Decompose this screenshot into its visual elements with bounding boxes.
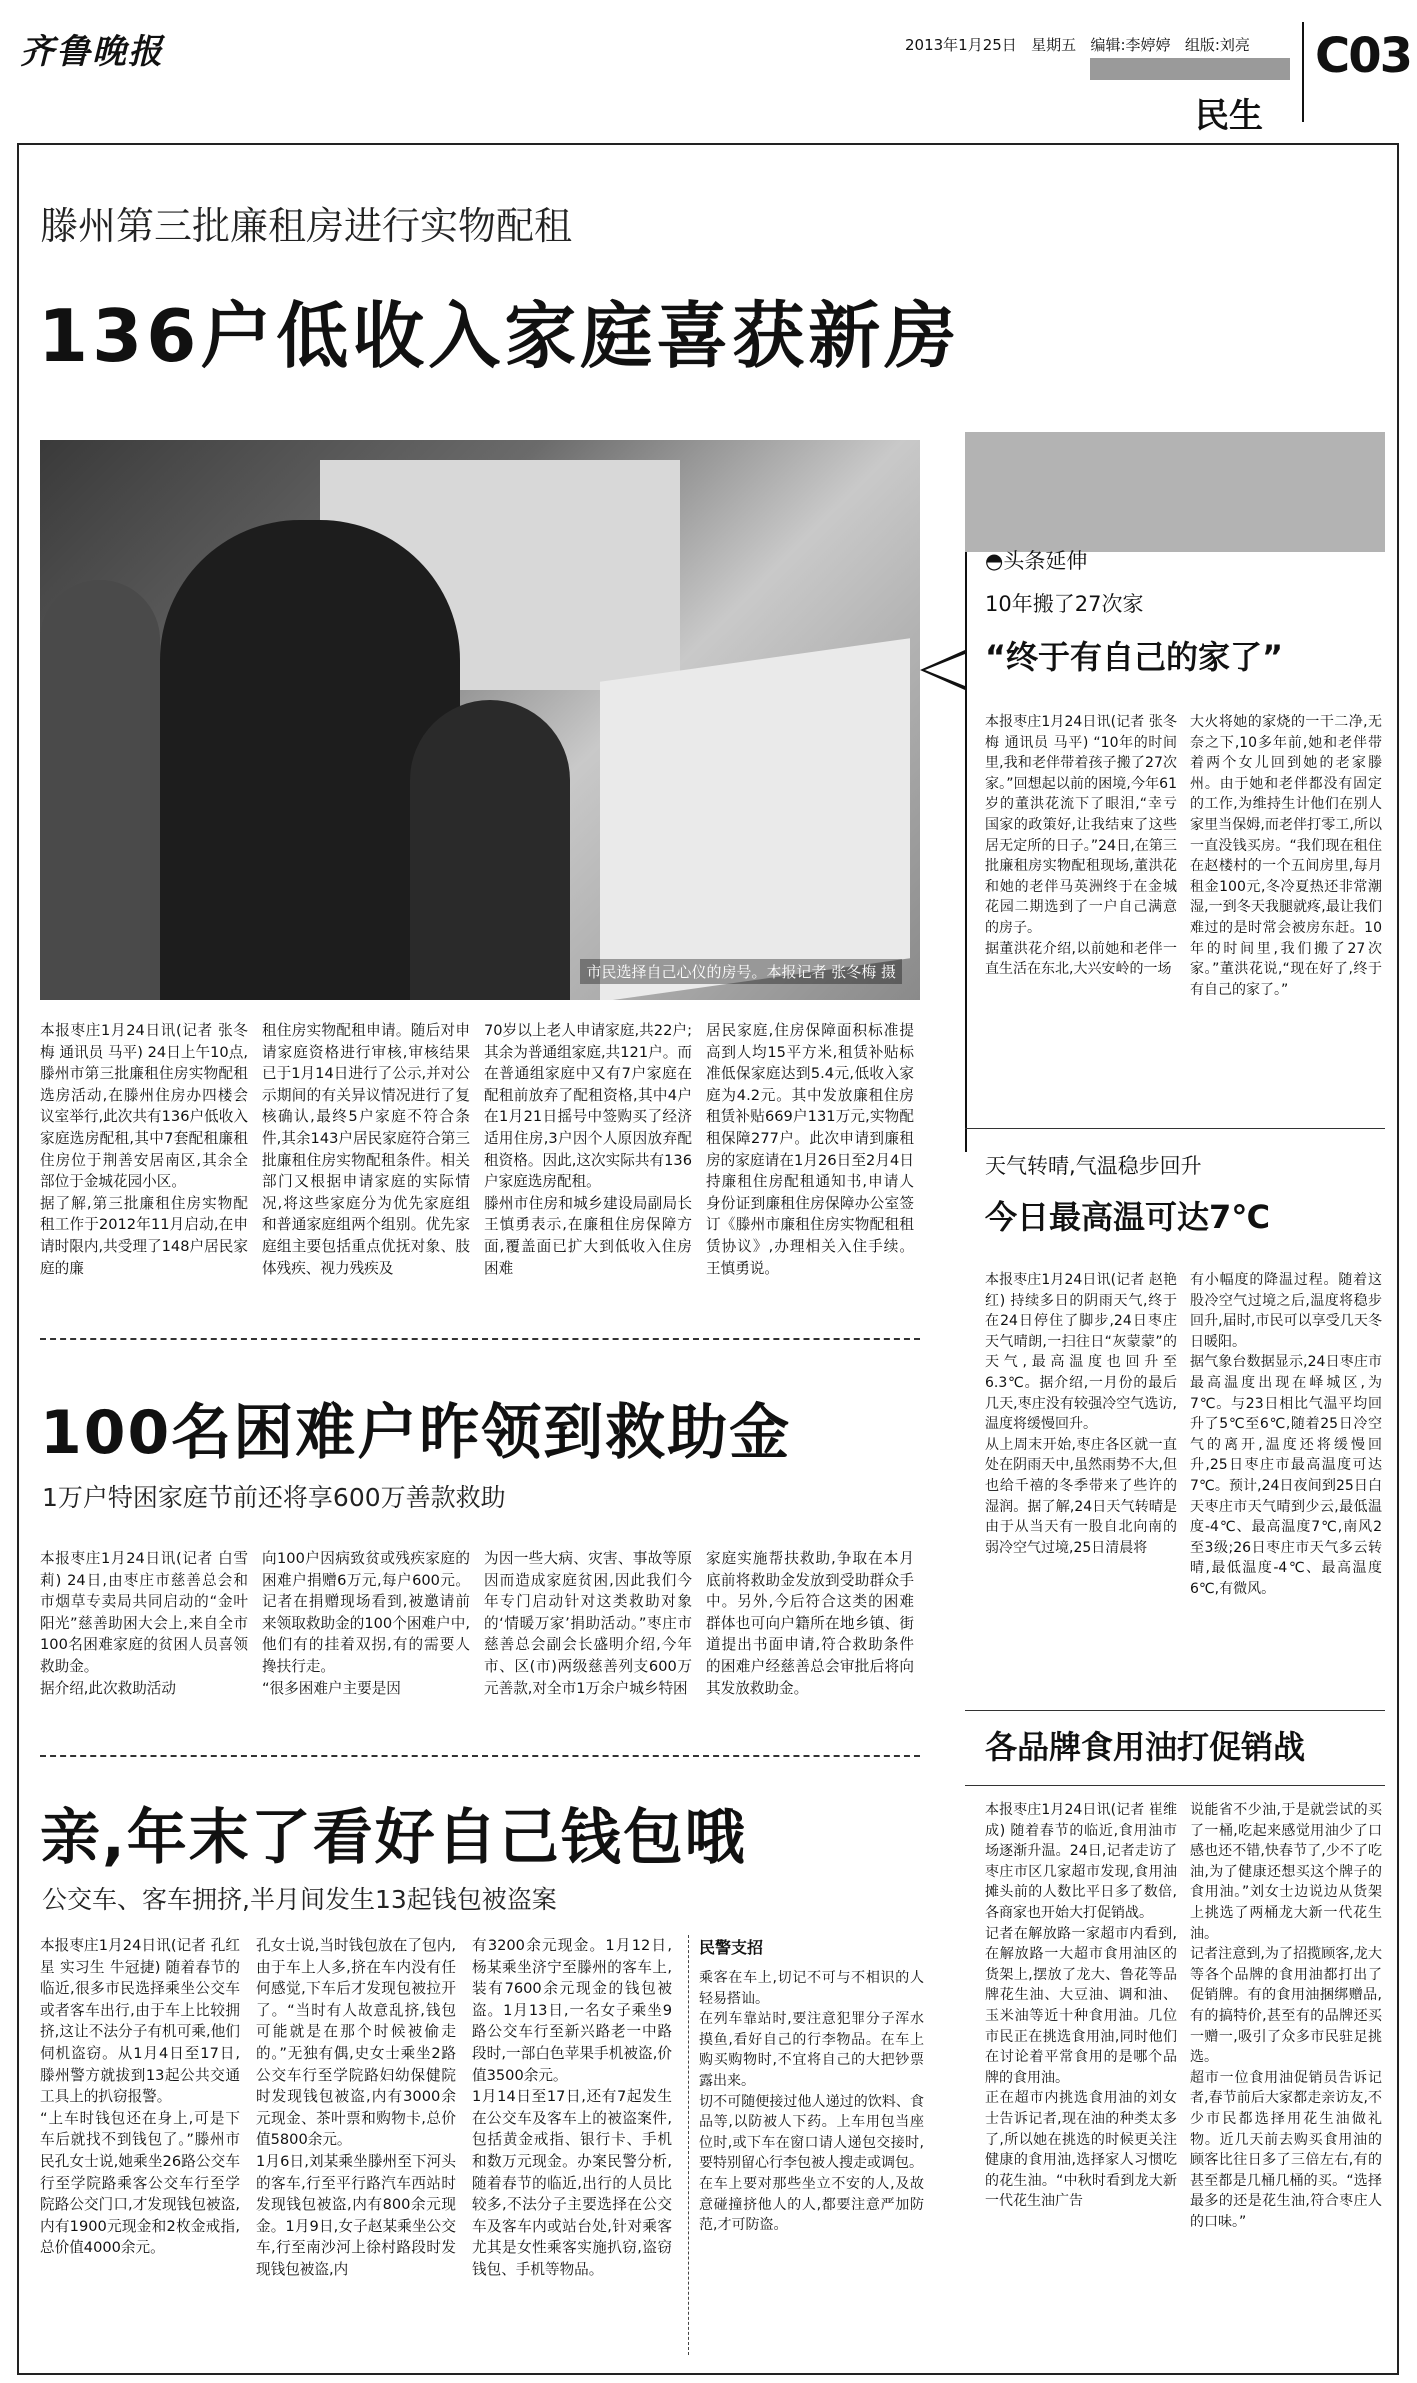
aid-column-3: 为因一些大病、灾害、事故等原因而造成家庭贫困,因此我们今年专门启动针对这类救助对象的‘情暖万家’捐助活动。”枣庄市慈善总会副会长盛明介绍,今年市、区(市)两级慈善列支600万元善款,对全市1万余户城乡特困: [484, 1550, 692, 1697]
weather-kicker: 天气转晴,气温稳步回升: [985, 1154, 1202, 1178]
photo-person-left: [40, 580, 160, 1000]
lead-column-4: 居民家庭,住房保障面积标准提高到人均15平方米,租赁补贴标准低保家庭达到5.4元,低收入家庭为4.2元。其中发放廉租住房租赁补贴669户131万元,实物配租保障277户。此次申请到廉租房的家庭请在1月26日至2月4日持廉租住房配租通知书,申请人身份证到廉租住房保障办公室签订《滕州市廉租住房实物配租租赁协议》,办理相关入住手续。王慎勇说。: [706, 1022, 914, 1277]
aid-headline: 100名困难户昨领到救助金: [40, 1398, 792, 1468]
weather-title: 今日最高温可达7℃: [985, 1198, 1271, 1236]
tips-title: 民警支招: [699, 1938, 764, 1957]
theft-column-2: 孔女士说,当时钱包放在了包内,由于车上人多,挤在车内没有任何感觉,下车后才发现包被拉开了。“当时有人故意乱挤,钱包可能就是在那个时候被偷走的。”无独有偶,史女士乘坐2路公交车行至学院路妇幼保健院时发现钱包被盗,内有3000余元现金、茶叶票和购物卡,总价值5800余元。 1月6日,刘某乘坐滕州至下河头的客车,行至平行路汽车西站时发现钱包被盗,内有800余元现金。1月9日,女子赵某乘坐公交车,行至南沙河上徐村路段时发现钱包被盗,内: [256, 1937, 456, 2278]
weather-column-1: 本报枣庄1月24日讯(记者 赵艳红) 持续多日的阴雨天气,终于在24日停住了脚步,24日枣庄天气晴朗,一扫往日“灰蒙蒙”的天气,最高温度也回升至6.3℃。据介绍,一月份的最后几天,枣庄没有较强冷空气选访,温度将缓慢回升。 从上周末开始,枣庄各区就一直处在阴雨天中,虽然雨势不大,但也给千禧的冬季带来了些许的湿润。据了解,24日天气转晴是由于从当天有一股自北向南的弱冷空气过境,25日清晨将: [985, 1272, 1177, 1556]
aid-column-4: 家庭实施帮扶救助,争取在本月底前将救助金发放到受助群众手中。另外,今后符合这类的困难群体也可向户籍所在地乡镇、街道提出书面申请,符合救助条件的困难户经慈善总会审批后将向其发放救助金。: [706, 1550, 914, 1697]
layout-credit: 组版:刘亮: [1184, 36, 1250, 54]
masthead-bar: [1090, 58, 1290, 80]
oil-column-2: 说能省不少油,于是就尝试的买了一桶,吃起来感觉用油少了口感也还不错,快春节了,少不了吃油,为了健康还想买这个牌子的食用油。”刘女士边说边从货架上挑选了两桶龙大新一代花生油。 记者注意到,为了招揽顾客,龙大等各个品牌的食用油都打出了促销牌。有的食用油捆绑赠品,有的搞特价,甚至有的品牌还买一赠一,吸引了众多市民驻足挑选。 超市一位食用油促销员告诉记者,春节前后大家都走亲访友,不少市民都选择用花生油做礼物。近几天前去购买食用油的顾客比往日多了三倍左右,有的甚至都是几桶几桶的买。“选择最多的还是花生油,符合枣庄人的口味。”: [1190, 1802, 1382, 2230]
theft-headline: 亲,年末了看好自己钱包哦: [40, 1803, 747, 1873]
editor-credit: 编辑:李婷婷: [1090, 36, 1171, 54]
masthead-meta: [905, 34, 1250, 55]
side-pointer-inner: [925, 654, 965, 686]
side-header-band: [965, 432, 1385, 552]
page-code: C03: [1315, 28, 1412, 84]
lead-headline: 136户低收入家庭喜获新房: [38, 294, 961, 378]
lead-divider: [40, 1338, 920, 1340]
issue-date: 2013年1月25日: [905, 36, 1017, 54]
lead-column-2: 租住房实物配租申请。随后对申请家庭资格进行审核,审核结果已于1月14日进行了公示,并对公示期间的有关异议情况进行了复核确认,最终5户家庭不符合条件,其余143户居民家庭符合第三批廉租住房实物配租条件。相关部门又根据申请家庭的实际情况,将这些家庭分为优先家庭组和普通家庭组两个组别。优先家庭组主要包括重点优抚对象、肢体残疾、视力残疾及: [262, 1022, 470, 1277]
photo-room-board: [600, 638, 910, 1000]
side-column-2: 大火将她的家烧的一干二净,无奈之下,10多年前,她和老伴带着两个女儿回到她的老家滕州。由于她和老伴都没有固定的工作,为维持生计他们在别人家里当保姆,而老伴打零工,所以一直没钱买房。“我们现在租住在赵楼村的一个五间房里,每月租金100元,冬冷夏热还非常潮湿,一到冬天我腿就疼,最让我们难过的是时常会被房东赶。10年的时间里,我们搬了27次家。”董洪花说,“现在好了,终于有自己的家了。”: [1190, 714, 1382, 998]
aid-subheadline: 1万户特困家庭节前还将享600万善款救助: [42, 1483, 506, 1512]
theft-column-3: 有3200余元现金。1月12日,杨某乘坐济宁至滕州的客车上,装有7600余元现金的钱包被盗。1月13日,一名女子乘坐9路公交车行至新兴路老一中路段时,一部白色苹果手机被盗,价值3500余元。 1月14日至17日,还有7起发生在公交车及客车上的被盗案件,包括黄金戒指、银行卡、手机和数万元现金。办案民警分析,随着春节的临近,出行的人员比较多,不法分子主要选择在公交车及客车内或站台处,针对乘客尤其是女性乘客实施扒窃,盗窃钱包、手机等物品。: [472, 1937, 672, 2278]
side-title: “终于有自己的家了”: [985, 638, 1284, 676]
section-name: 民生: [1195, 96, 1263, 136]
lead-kicker: 滕州第三批廉租房进行实物配租: [40, 204, 573, 248]
oil-title: 各品牌食用油打促销战: [985, 1728, 1306, 1766]
aid-column-2: 向100户因病致贫或残疾家庭的困难户捐赠6万元,每户600元。记者在捐赠现场看到,被邀请前来领取救助金的100个困难户中,他们有的挂着双拐,有的需要人搀扶行走。 “很多困难户主要是因: [262, 1550, 470, 1697]
photo-caption: 市民选择自己心仪的房号。本报记者 张冬梅 摄: [580, 959, 902, 984]
aid-column-1: 本报枣庄1月24日讯(记者 白雪莉) 24日,由枣庄市慈善总会和市烟草专卖局共同启动的“金叶阳光”慈善助困大会上,来自全市100名困难家庭的贫困人员喜领救助金。 据介绍,此次救助活动: [40, 1550, 248, 1697]
lead-photo: [40, 440, 920, 1000]
tips-text: 乘客在车上,切记不可与不相识的人轻易搭讪。 在列车靠站时,要注意犯罪分子浑水摸鱼,看好自己的行李物品。在车上购买购物时,不宜将自己的大把钞票露出来。 切不可随便接过他人递过的饮料、食品等,以防被人下药。上车用包当座位时,或下车在窗口请人递包交接时,要特别留心行李包被人搜走或调包。 在车上要对那些坐立不安的人,及故意碰撞挤他人的人,都要注意严加防范,才可防盗。: [699, 1970, 924, 2234]
lead-column-3: 70岁以上老人申请家庭,共22户;其余为普通组家庭,共121户。而在普通组家庭中又有7户家庭在配租前放弃了配租资格,其中4户在1月21日摇号中签购买了经济适用住房,3户因个人原因放弃配租资格。因此,这次实际共有136户家庭选房配租。 滕州市住房和城乡建设局副局长王慎勇表示,在廉租住房保障方面,覆盖面已扩大到低收入住房困难: [484, 1022, 692, 1277]
issue-weekday: 星期五: [1031, 36, 1077, 54]
weather-column-2: 有小幅度的降温过程。随着这股冷空气过境之后,温度将稳步回升,届时,市民可以享受几天冬日暖阳。 据气象台数据显示,24日枣庄市最高温度出现在峄城区,为7℃。与23日相比气温平均回升了5℃至6℃,随着25日冷空气的离开,温度还将缓慢回升,25日枣庄市最高温度可达7℃。预计,24日夜间到25日白天枣庄市天气晴到少云,最低温度-4℃、最高温度7℃,南风2至3级;26日枣庄市天气多云转晴,最低温度-4℃、最高温度6℃,有微风。: [1190, 1272, 1382, 1597]
photo-person-seated: [410, 700, 570, 1000]
side-kicker: 10年搬了27次家: [985, 592, 1144, 616]
masthead-divider: [1302, 22, 1304, 122]
aid-divider: [40, 1755, 920, 1757]
tag-circle-icon: ◓: [985, 549, 1004, 573]
oil-title-rule: [965, 1785, 1385, 1786]
side-tag: ◓头条延伸: [985, 549, 1088, 573]
lead-column-1: 本报枣庄1月24日讯(记者 张冬梅 通讯员 马平) 24日上午10点,滕州市第三批廉租住房实物配租选房活动,在滕州住房办四楼会议室举行,此次共有136户低收入家庭选房配租,其中7套配租廉租住房位于荆善安居南区,其余全部位于金城花园小区。 据了解,第三批廉租住房实物配租工作于2012年11月启动,在申请时限内,共受理了148户居民家庭的廉: [40, 1022, 248, 1277]
side-column-1: 本报枣庄1月24日讯(记者 张冬梅 通讯员 马平) “10年的时间里,我和老伴带着孩子搬了27次家。”回想起以前的困境,今年61岁的董洪花流下了眼泪,“幸亏国家的政策好,让我结束了这些居无定所的日子。”24日,在第三批廉租房实物配租现场,董洪花和她的老伴马英洲终于在金城花园二期选到了一户自己满意的房子。 据董洪花介绍,以前她和老伴一直生活在东北,大兴安岭的一场: [985, 714, 1177, 978]
tips-box: [688, 1935, 924, 2355]
side-divider-2: [965, 1710, 1385, 1711]
theft-column-1: 本报枣庄1月24日讯(记者 孔红星 实习生 牛冠捷) 随着春节的临近,很多市民选择乘坐公交车或者客车出行,由于车上比较拥挤,这让不法分子有机可乘,他们伺机盗窃。从1月4日至17日,滕州警方就拔到13起公共交通工具上的扒窃报警。 “上车时钱包还在身上,可是下车后就找不到钱包了。”滕州市民孔女士说,她乘坐26路公交车行至学院路乘客公交车行至学院路公交门口,才发现钱包被盗,内有1900元现金和2枚金戒指,总价值4000余元。: [40, 1937, 240, 2257]
oil-column-1: 本报枣庄1月24日讯(记者 崔维成) 随着春节的临近,食用油市场逐渐升温。24日,记者走访了枣庄市区几家超市发现,食用油摊头前的人数比平日多了数倍,各商家也开始大打促销战。 记者在解放路一家超市内看到,在解放路一大超市食用油区的货架上,摆放了龙大、鲁花等品牌花生油、大豆油、调和油、玉米油等近十种食用油。几位市民正在挑选食用油,同时他们在讨论着平常食用的是哪个品牌的食用油。 正在超市内挑选食用油的刘女士告诉记者,现在油的种类太多了,所以她在挑选的时候更关注健康的食用油,选择家人习惯吃的花生油。“中秋时看到龙大新一代花生油广告: [985, 1802, 1177, 2210]
newspaper-logo: 齐鲁晚报: [20, 32, 164, 72]
theft-subheadline: 公交车、客车拥挤,半月间发生13起钱包被盗案: [42, 1885, 557, 1914]
side-divider-1: [965, 1128, 1385, 1129]
